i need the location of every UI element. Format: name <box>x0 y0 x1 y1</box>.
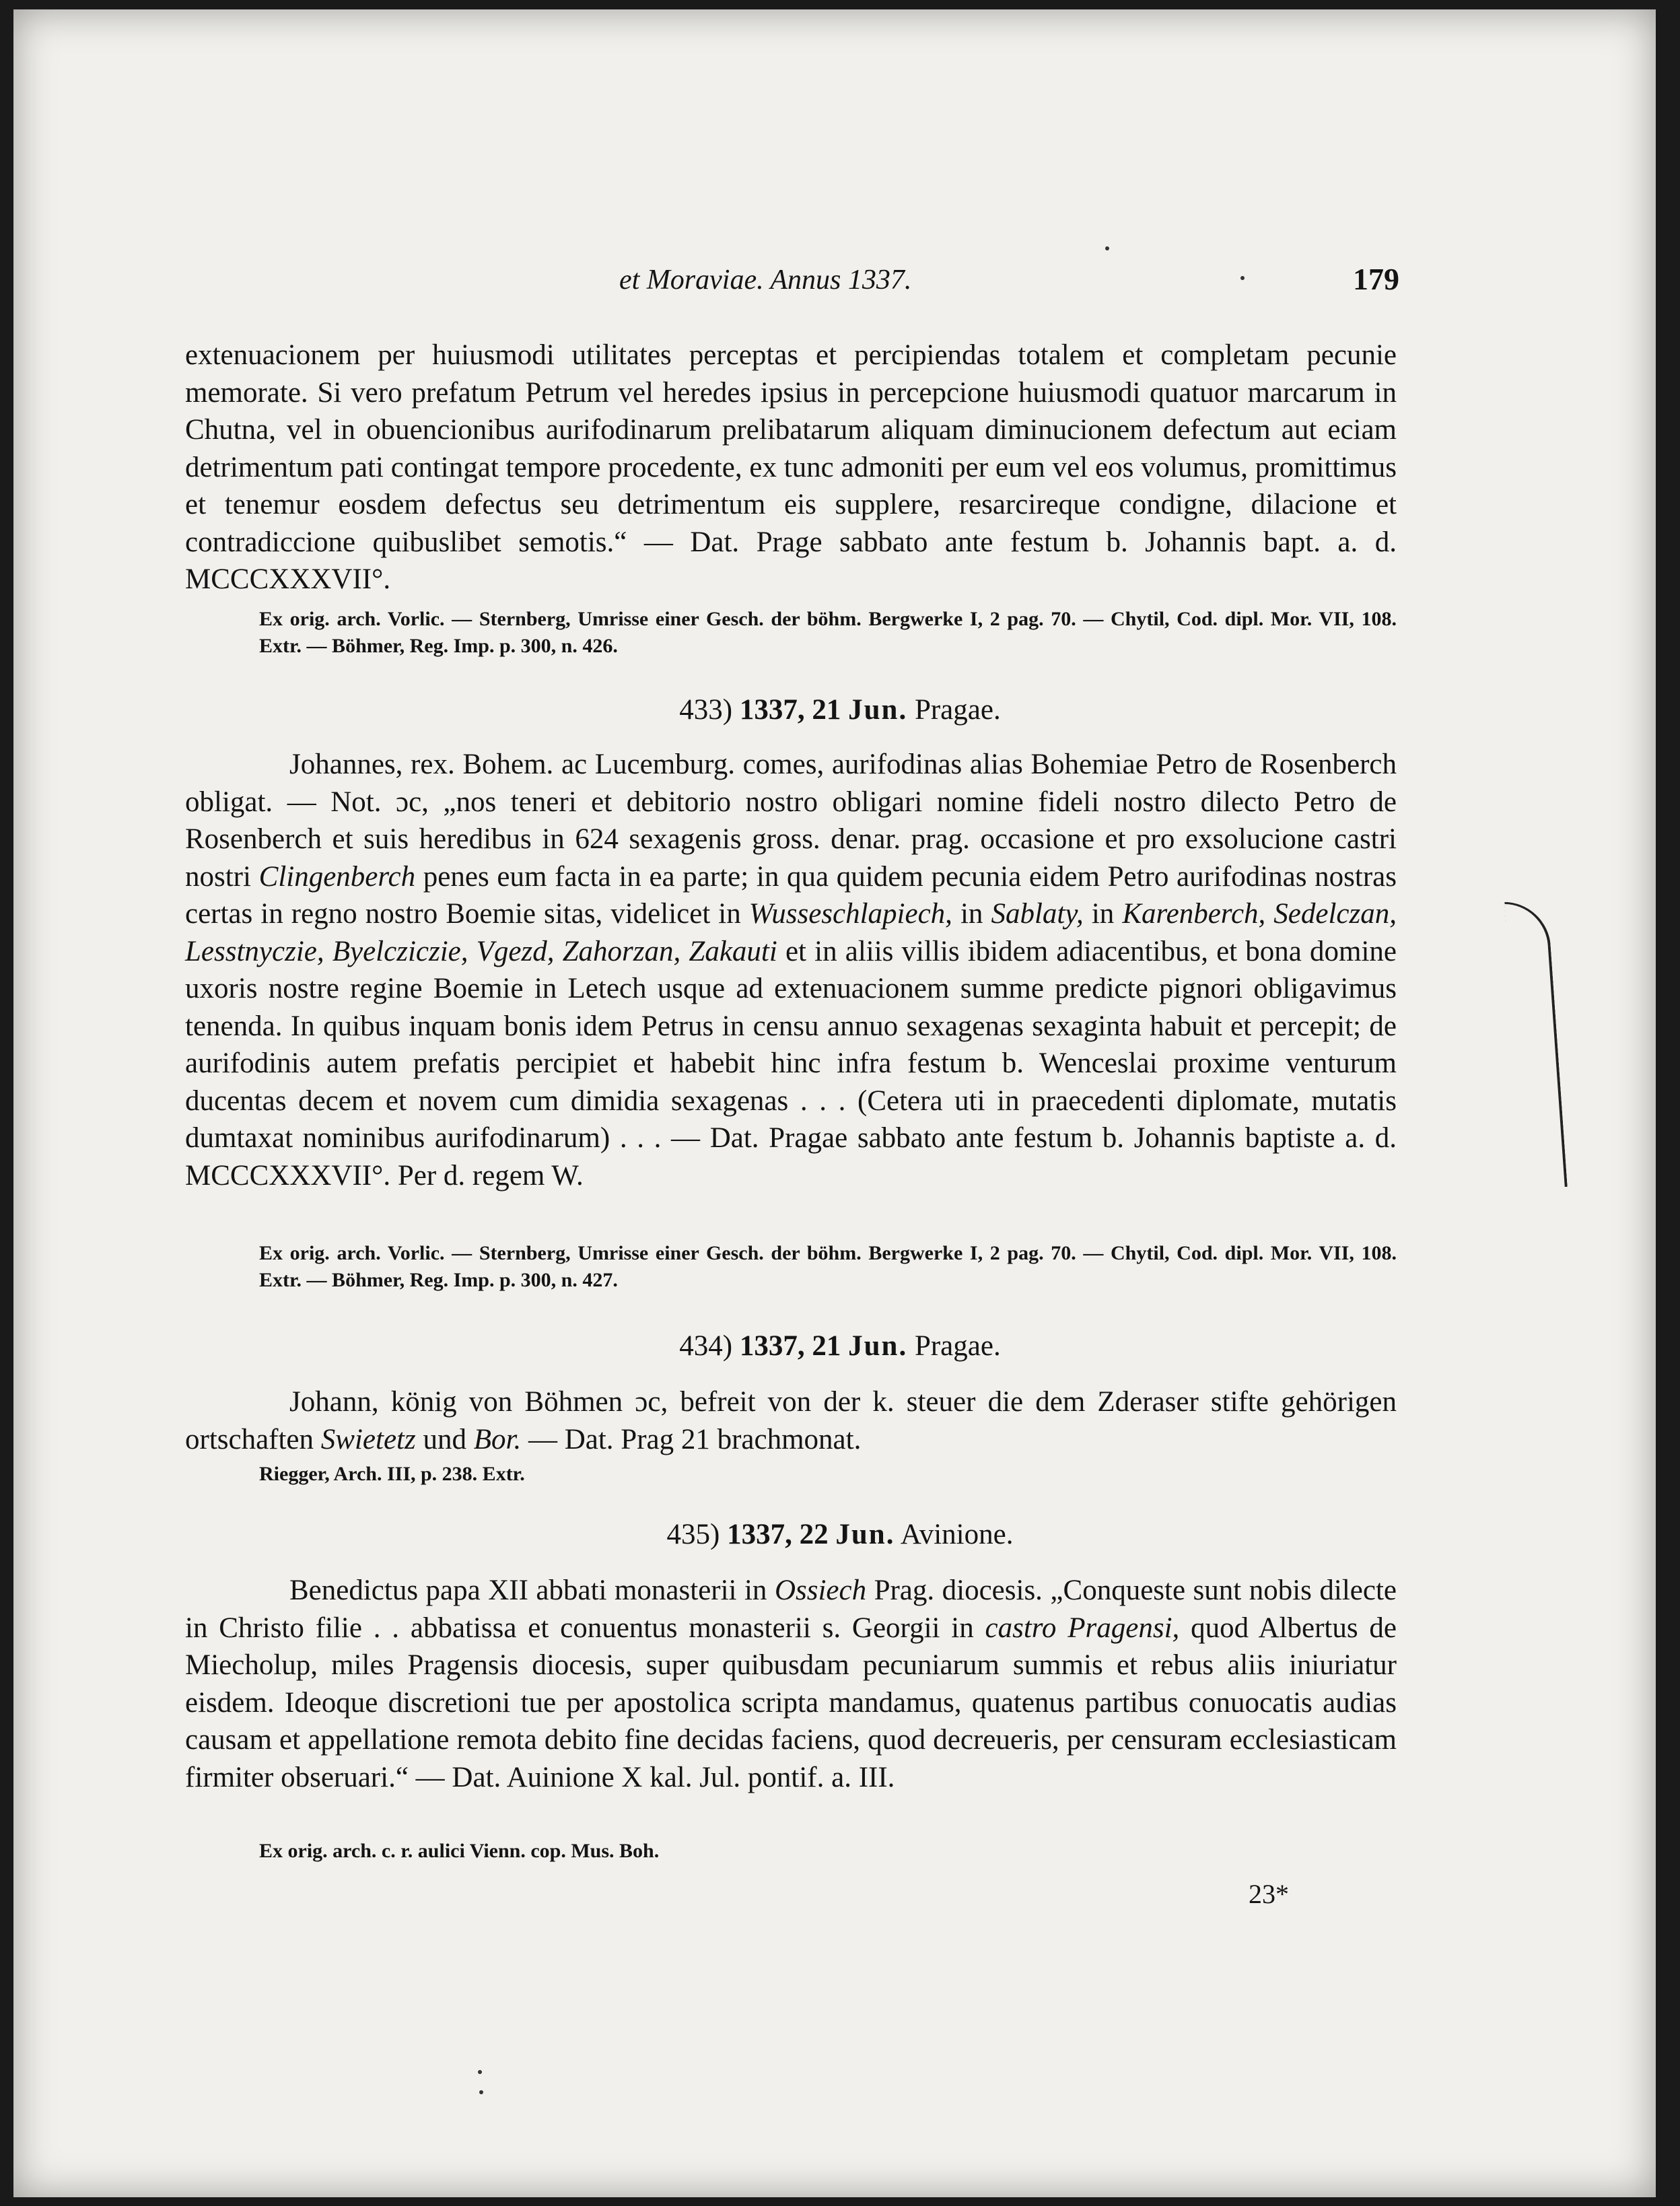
entry-heading-433 <box>0 693 1680 726</box>
entry-day: 21 <box>812 1330 841 1362</box>
entry-number: 434) <box>679 1330 733 1362</box>
speck <box>1240 276 1245 280</box>
entry-year: 1337, <box>739 694 805 726</box>
entry-day: 21 <box>812 694 841 726</box>
continuation-paragraph: extenuacionem per huiusmodi utilitates perceptas et percipiendas totalem et completam pecunie memorate. Si vero prefatum Petrum vel heredes ipsius in percepcione huiusmodi quatuor marcarum in Chutna, vel in obuencionibus aurifodinarum prelibatarum aliquam diminucionem defectum aut eciam detrimentum pati contingat tempore procedente, ex tunc admoniti per eum vel eos volumus, promittimus et tenemur eosdem defectus seu detrimentum eis supplere, resarcireque condigne, dilacione et contradiccione quibuslibet semotis.“ — Dat. Prage sabbato ante festum b. Johannis bapt. a. d. MCCCXXXVII°. <box>185 339 1397 595</box>
place-name: Bor. <box>473 1423 522 1455</box>
text-segment: in <box>952 898 991 930</box>
text-segment: und <box>415 1423 474 1455</box>
running-title: et Moraviae. Annus 1337. <box>619 265 912 296</box>
entry-month: Jun. <box>848 694 908 726</box>
entry-text-434 <box>185 1383 1397 1458</box>
place-name: Wusseschlapiech, <box>748 898 952 930</box>
entry-day: 22 <box>799 1519 829 1550</box>
speck <box>479 2090 483 2094</box>
entry-heading-434 <box>0 1330 1680 1363</box>
place-name: Clingenberch <box>258 860 416 893</box>
place-name: Karenberch, Sedelczan, Lesstnyczie, Byelcziczie, Vgezd, Zahorzan, Zakauti <box>185 898 1397 967</box>
continuation-text-block <box>185 337 1397 598</box>
entry-text-433 <box>185 746 1397 1194</box>
entry-place: Pragae. <box>914 1330 1001 1362</box>
text-segment: penes eum facta in ea parte; in qua quidem pecunia eidem Petro aurifodinas nostras certas in regno nostro Boemie sitas, videlicet in <box>185 860 1397 930</box>
entry-paragraph <box>185 1572 1397 1796</box>
text-segment: et in aliis villis ibidem adiacentibus, et bona domine uxoris nostre regine Boemie in Letech usque ad extenuacionem summe predicte pignori obligavimus tenenda. In quibus inquam bonis idem Petrus in censu annuo sexagenas sexaginta habuit et percepit; de aurifodinis autem prefatis percipiet et habebit hinc infra festum b. Wenceslai proxime venturum ducentas decem et novem cum dimidia sexagenas . . . (Cetera uti in praecedenti diplomate, mutatis dumtaxat nominibus aurifodinarum) . . . — Dat. Pragae sabbato ante festum b. Johannis baptiste a. d. MCCCXXXVII°. Per d. regem W. <box>185 935 1397 1192</box>
entry-source-note-433: Ex orig. arch. Vorlic. — Sternberg, Umrisse einer Gesch. der böhm. Bergwerke I, 2 pag. 70. — Chytil, Cod. dipl. Mor. VII, 108. Extr. — Böhmer, Reg. Imp. p. 300, n. 427. <box>259 1242 1397 1291</box>
speck <box>478 2070 482 2074</box>
place-name: castro Pragensi, <box>985 1612 1180 1644</box>
entry-paragraph <box>185 746 1397 1194</box>
continuation-source-note: Ex orig. arch. Vorlic. — Sternberg, Umrisse einer Gesch. der böhm. Bergwerke I, 2 pag. 70. — Chytil, Cod. dipl. Mor. VII, 108. Extr. — Böhmer, Reg. Imp. p. 300, n. 426. <box>259 608 1397 657</box>
entry-month: Jun. <box>835 1519 895 1550</box>
text-segment: Prag. diocesis. „Conqueste sunt nobis dilecte in Christo filie . . abbatissa et conuentus monasterii s. Georgii in <box>185 1575 1397 1644</box>
text-segment: in <box>1083 898 1123 930</box>
speck <box>1105 246 1109 250</box>
entry-number: 435) <box>666 1519 720 1550</box>
text-segment: Johann, könig von Böhmen ɔc, befreit von der k. steuer die dem Zderaser stifte gehörigen ortschaften <box>185 1386 1397 1455</box>
entry-place: Pragae. <box>914 694 1001 726</box>
entry-paragraph <box>185 1383 1397 1458</box>
entry-year: 1337, <box>727 1519 792 1550</box>
text-segment: Johannes, rex. Bohem. ac Lucemburg. comes, aurifodinas alias Bohemiae Petro de Rosenberch obligat. — Not. ɔc, „nos teneri et debitorio nostro obligari nomine fideli nostro dilecto Petro de Rosenberch et suis heredibus in 624 sexagenis gross. denar. prag. occasione et pro exsolucione castri nostri <box>185 749 1397 893</box>
entry-year: 1337, <box>739 1330 805 1362</box>
page-number: 179 <box>1353 262 1399 296</box>
running-header <box>0 264 1680 304</box>
text-segment: quod Albertus de Miecholup, miles Pragensis diocesis, super quibusdam pecuniarum summis et rebus aliis iniuriatur eisdem. Ideoque discretioni tue per apostolica scripta mandamus, quatenus partibus conuocatis audias causam et appellatione remota debito fine decidas faciens, quod decreueris, per censuram ecclesiasticam firmiter obseruari.“ — Dat. Auinione X kal. Jul. pontif. a. III. <box>185 1612 1397 1793</box>
place-name: Swietetz <box>320 1423 416 1455</box>
entry-place: Avinione. <box>900 1519 1014 1550</box>
text-segment: Benedictus papa XII abbati monasterii in <box>289 1575 775 1606</box>
entry-heading-435 <box>0 1518 1680 1551</box>
entry-month: Jun. <box>848 1330 908 1362</box>
entry-number: 433) <box>679 694 733 726</box>
entry-source-note-434: Riegger, Arch. III, p. 238. Extr. <box>259 1463 525 1485</box>
entry-source-note-435: Ex orig. arch. c. r. aulici Vienn. cop. Mus. Boh. <box>259 1840 660 1862</box>
text-segment: — Dat. Prag 21 brachmonat. <box>521 1423 862 1455</box>
entry-text-435 <box>185 1572 1397 1796</box>
place-name: Sablaty, <box>991 898 1084 930</box>
place-name: Ossiech <box>774 1575 867 1606</box>
signature-mark: 23* <box>1249 1879 1289 1909</box>
